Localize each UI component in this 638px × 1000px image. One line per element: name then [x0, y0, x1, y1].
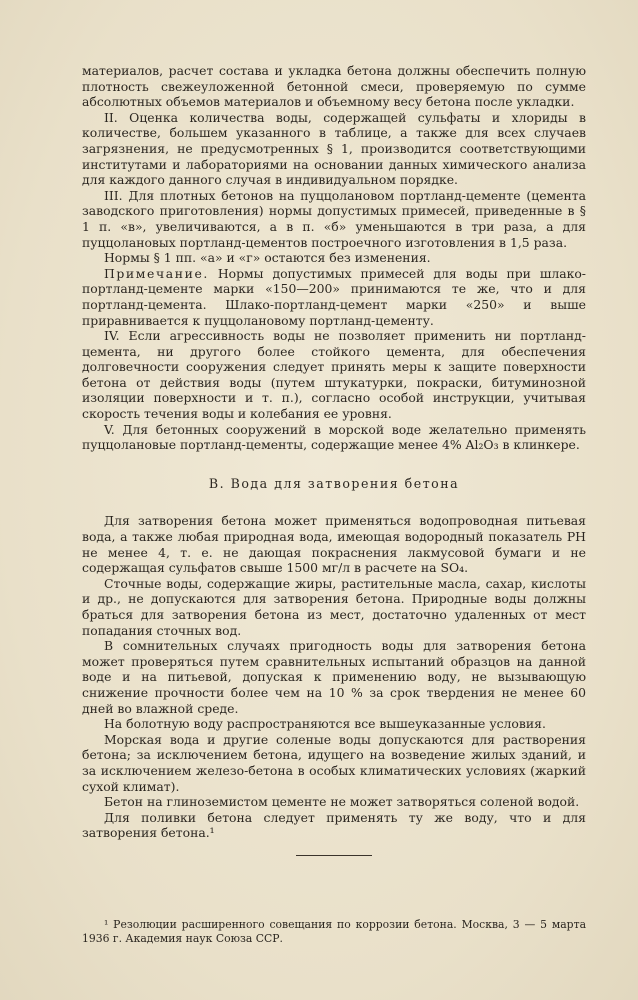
- note-label: Примечание.: [104, 265, 209, 281]
- paragraph: Бетон на глиноземистом цементе не может затворяться соленой водой.: [104, 794, 580, 810]
- paragraph-section-3: III. Для плотных бетонов на пуццолановом портланд-цементе (цемента заводского приготовления) нормы допустимых примесей, приведенные в § 1 п. «в», увеличиваются, а в п. «б» уменьшаются в три раза, а для пуццолановых портланд-цементов построечного изготовления в 1,5 раза.: [82, 187, 586, 250]
- paragraph: Сточные воды, содержащие жиры, растительные масла, сахар, кислоты и др., не допускаются для затворения бетона. Природные воды должны браться для затворения бетона из мест, достаточно удаленных от мест попадания сточных вод.: [82, 575, 586, 638]
- paragraph: В сомнительных случаях пригодность воды для затворения бетона может проверяться путем сравнительных испытаний образцов на данной воде и на питьевой, допуская к применению воду, не вызывающую снижение прочности более чем на 10 % за срок твердения не менее 60 дней во влажной среде.: [82, 638, 586, 716]
- paragraph: Для затворения бетона может применяться водопроводная питьевая вода, а также любая природная вода, имеющая водородный показатель РН не менее 4, т. е. не дающая покраснения лакмусовой бумаги и не содержащая сульфатов свыше 1500 мг/л в расчете на SO₄.: [82, 513, 586, 576]
- note-text: Нормы допустимых примесей для воды при шлако-портланд-цементе марки «150—200» принимаются те же, что и для портланд-цемента. Шлако-портланд-цемент марки «250» и выше приравнивается к пуццолановому портланд-цементу.: [82, 265, 586, 328]
- paragraph: На болотную воду распространяются все вышеуказанные условия.: [104, 716, 546, 732]
- section-heading: В. Вода для затворения бетона: [208, 475, 460, 491]
- footnote: [82, 918, 586, 946]
- paragraph: Для поливки бетона следует применять ту же воду, что и для затворения бетона.¹: [82, 809, 586, 841]
- paragraph-section-2: II. Оценка количества воды, содержащей сульфаты и хлориды в количестве, большем указанного в таблице, а также для всех случаев загрязнения, не предусмотренных § 1, производится соответствующими институтами и лабораториями на основании данных химического анализа для каждого данного случая в индивидуальном порядке.: [82, 109, 586, 188]
- footnote-text: ¹ Резолюции расширенного совещания по коррозии бетона. Москва, 3 — 5 марта 1936 г. Академия наук Союза ССР.: [82, 918, 586, 945]
- paragraph-section-4: IV. Если агрессивность воды не позволяет применить ни портланд-цемента, ни другого более стойкого цемента, для обеспечения долговечности сооружения следует принять меры к защите поверхности бетона от действия воды (путем штукатурки, покраски, битуминозной изоляции поверхности и т. п.), согласно особой инструкции, учитывая скорость течения воды и колебания ее уровня.: [82, 328, 586, 422]
- page-body: [82, 63, 586, 856]
- paragraph: материалов, расчет состава и укладка бетона должны обеспечить полную плотность свежеуложенной бетонной смеси, проверяемую по сумме абсолютных объемов материалов и объемному весу бетона после укладки.: [82, 63, 586, 110]
- paragraph-norms: Нормы § 1 пп. «а» и «г» остаются без изменения.: [104, 250, 431, 266]
- note-paragraph: [82, 266, 586, 328]
- footnote-divider: [296, 855, 372, 856]
- paragraph: Морская вода и другие соленые воды допускаются для растворения бетона; за исключением бетона, идущего на возведение жилых зданий, и за исключением железо-бетона в особых климатических условиях (жаркий сухой климат).: [82, 731, 586, 794]
- paragraph-section-5: V. Для бетонных сооружений в морской воде желательно применять пуццолановые портланд-цементы, содержащие менее 4% Al₂O₃ в клинкере.: [82, 421, 586, 453]
